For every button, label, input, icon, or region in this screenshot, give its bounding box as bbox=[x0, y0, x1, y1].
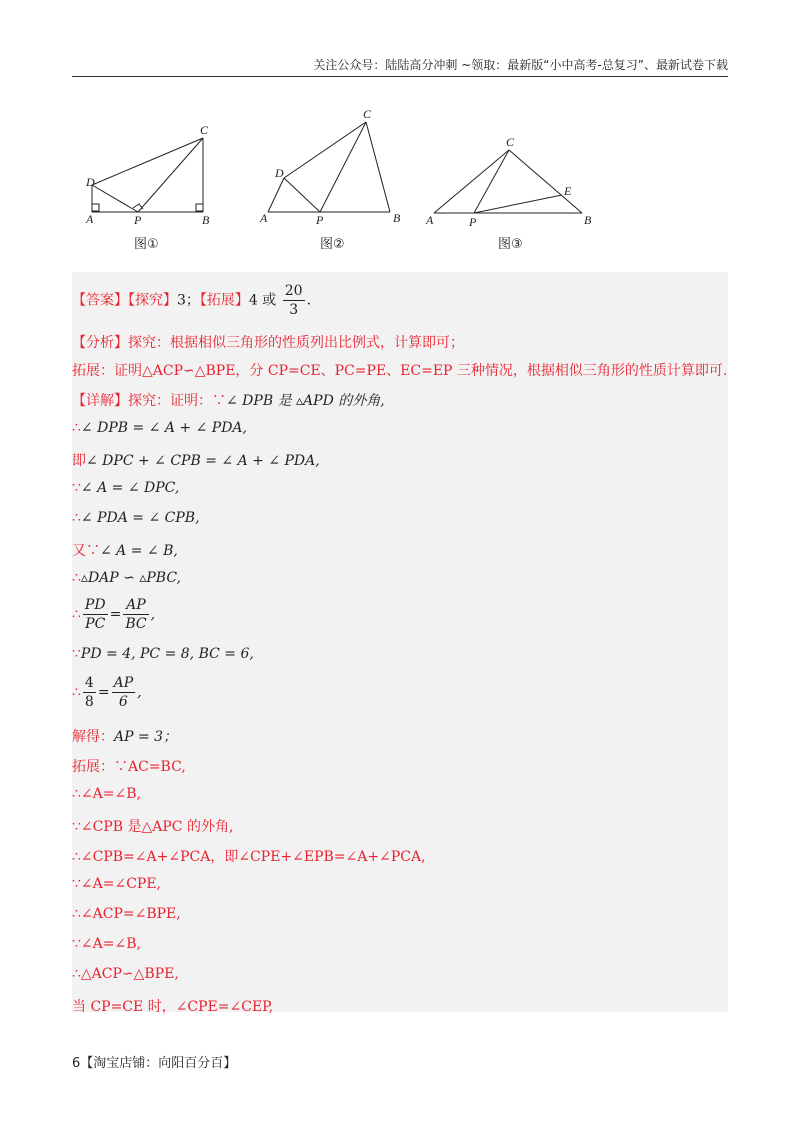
explore-tag: 【探究】 bbox=[128, 292, 177, 309]
detail-line-11: 解得：AP = 3； bbox=[72, 729, 178, 745]
figure-1 bbox=[92, 138, 203, 212]
page-header bbox=[72, 56, 728, 77]
fig2-label-D: D bbox=[275, 166, 284, 180]
geometry-figures bbox=[72, 100, 728, 270]
detail-line-2: ∴∠ DPB = ∠ A + ∠ PDA, bbox=[72, 420, 247, 436]
fig3-label-B: B bbox=[584, 213, 592, 227]
detail-line-10: ∴ $\frac{4}{8}$ = $\frac{AP}{6}$ , bbox=[72, 675, 142, 710]
detail-line-3: 即∠ DPC + ∠ CPB = ∠ A + ∠ PDA, bbox=[72, 453, 320, 469]
analysis-line: 【分析】探究：根据相似三角形的性质列出比例式，计算即可； bbox=[72, 335, 464, 351]
fig2-label-P: P bbox=[316, 213, 324, 227]
detail-line-5: ∴∠ PDA = ∠ CPB, bbox=[72, 510, 200, 526]
detail-line-6: 又∵∠ A = ∠ B, bbox=[72, 543, 178, 559]
fig3-label-C: C bbox=[506, 135, 515, 149]
figure-3 bbox=[434, 150, 582, 213]
fig2-label-C: C bbox=[363, 107, 372, 121]
extension-analysis-line: 拓展：证明△ACP∽△BPE，分 CP=CE、PC=PE、EC=EP 三种情况，根据相似三角形的性质计算即可. bbox=[72, 363, 728, 379]
extend-tag: 【拓展】 bbox=[199, 292, 249, 309]
extension-line-2: ∴∠A=∠B, bbox=[72, 786, 141, 802]
fig1-caption: 图① bbox=[134, 237, 159, 252]
page-number: 6 bbox=[72, 1056, 81, 1071]
extension-line-1: 拓展：∵AC=BC, bbox=[72, 759, 186, 775]
extension-line-3: ∵∠CPB 是△APC 的外角, bbox=[72, 819, 234, 835]
fig3-label-E: E bbox=[564, 184, 572, 198]
figure-2 bbox=[268, 122, 390, 212]
detail-line-7: ∴▵DAP ∽ ▵PBC, bbox=[72, 570, 181, 586]
detail-line-4: ∵∠ A = ∠ DPC, bbox=[72, 480, 180, 496]
fig1-label-D: D bbox=[86, 175, 95, 189]
header-text: 关注公众号：陆陆高分冲刺 ~领取：最新版“小中高考-总复习”、最新试卷下载 bbox=[313, 58, 728, 72]
fraction-20-3: $\frac{20}{3}$ bbox=[284, 283, 303, 318]
detail-line-1: 【详解】探究：证明：∵∠ DPB 是 ▵APD 的外角, bbox=[72, 393, 385, 409]
fig3-label-A: A bbox=[426, 213, 434, 227]
detail-line-9: ∵PD = 4, PC = 8, BC = 6, bbox=[72, 646, 254, 662]
answer-tag: 【答案】 bbox=[72, 292, 128, 309]
footer-text: 【淘宝店铺：向阳百分百】 bbox=[80, 1056, 237, 1071]
figures-area bbox=[72, 100, 728, 270]
extension-line-4: ∴∠CPB=∠A+∠PCA，即∠CPE+∠EPB=∠A+∠PCA, bbox=[72, 849, 426, 865]
fig1-label-P: P bbox=[134, 213, 142, 227]
fig1-label-C: C bbox=[200, 123, 209, 137]
extension-line-6: ∴∠ACP=∠BPE, bbox=[72, 906, 181, 922]
fig2-label-A: A bbox=[260, 211, 268, 225]
fig1-label-B: B bbox=[202, 213, 210, 227]
fig3-caption: 图③ bbox=[498, 237, 523, 252]
fig3-label-P: P bbox=[469, 215, 477, 229]
fig2-caption: 图② bbox=[320, 237, 345, 252]
answer-line: 【答案】【探究】3；【拓展】4 或 $\frac{20}{3}$ . bbox=[72, 283, 312, 318]
detail-line-8: ∴ $\frac{PD}{PC}$ = $\frac{AP}{BC}$ , bbox=[72, 597, 156, 632]
answer-section bbox=[72, 272, 728, 1012]
page-footer bbox=[72, 1052, 236, 1071]
fig1-label-A: A bbox=[86, 212, 94, 226]
extension-line-7: ∵∠A=∠B, bbox=[72, 936, 141, 952]
extension-line-8: ∴△ACP∽△BPE, bbox=[72, 966, 179, 982]
extension-line-9: 当 CP=CE 时，∠CPE=∠CEP, bbox=[72, 999, 274, 1015]
extension-line-5: ∵∠A=∠CPE, bbox=[72, 876, 162, 892]
fig2-label-B: B bbox=[393, 211, 401, 225]
